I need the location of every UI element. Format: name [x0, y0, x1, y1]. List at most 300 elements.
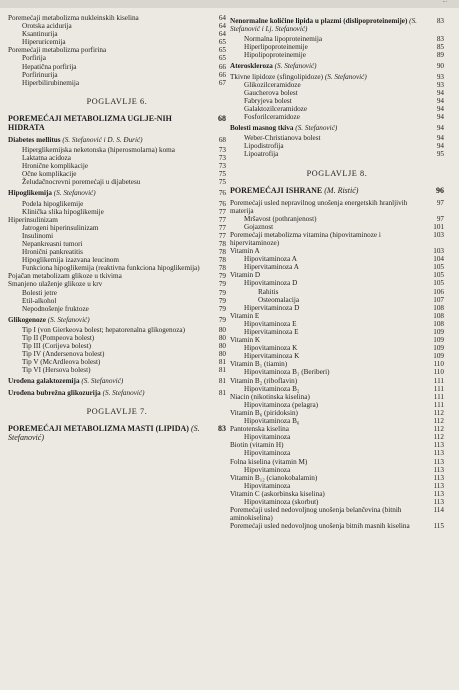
- right-column: [230, 14, 444, 530]
- toc-entry: [230, 73, 444, 81]
- entry-title: Hiperuricemija: [22, 38, 66, 47]
- toc-entry: [230, 97, 444, 105]
- author-name: (S. Stefanović): [8, 423, 200, 442]
- entry-title: Orotska acidurija: [22, 22, 72, 31]
- toc-entry: [230, 279, 444, 287]
- toc-entry: [230, 89, 444, 97]
- page-ref: 79: [218, 315, 226, 324]
- toc-entry: [8, 136, 226, 144]
- page-ref: 94: [436, 113, 444, 122]
- entry-title: Ksantinurija: [22, 30, 58, 39]
- entry-title: Galaktozilceramidoze: [244, 104, 308, 113]
- entry-title: Biotin (vitamin H): [230, 441, 284, 450]
- page-ref: 103: [433, 230, 444, 239]
- page-ref: 113: [433, 497, 444, 506]
- page-ref: 111: [433, 384, 444, 393]
- entry-title: Hipovitaminoza: [244, 465, 291, 474]
- page-ref: 78: [218, 256, 226, 265]
- page-ref: 66: [218, 62, 226, 71]
- author-name: (S. Stefanović): [45, 315, 90, 324]
- entry-title: Hronični pankreatitis: [22, 248, 83, 257]
- entry-title: Normalna lipoproteinemija: [244, 35, 323, 44]
- entry-title: Pantotenska kiselina: [230, 425, 289, 434]
- page-ref: 85: [436, 43, 444, 52]
- page-ref: 101: [433, 222, 444, 231]
- page-ref: 89: [436, 51, 444, 60]
- toc-entry: [8, 316, 226, 324]
- page-ref: 81: [218, 388, 226, 397]
- page-ref: 65: [218, 46, 226, 55]
- toc-entry: [230, 288, 444, 296]
- entry-title: Bolesti masnog tkiva: [230, 124, 294, 133]
- entry-title: Hipovitaminoza E: [244, 319, 297, 328]
- entry-title: Bolesti jetre: [22, 288, 57, 297]
- page-ref: 110: [433, 368, 444, 377]
- page-ref: 79: [218, 288, 226, 297]
- toc-entry: [230, 231, 444, 247]
- toc-entry: [230, 377, 444, 385]
- page-ref: 83: [218, 423, 226, 433]
- entry-title: Hipovitaminoza D: [244, 279, 298, 288]
- entry-title: Folna kiselina (vitamin M): [230, 457, 308, 466]
- page-ref: 94: [436, 134, 444, 143]
- entry-title: Diabetes mellitus: [8, 135, 61, 144]
- toc-entry: [8, 280, 226, 288]
- toc-entry: [230, 199, 444, 215]
- entry-title: Rahitis: [258, 287, 279, 296]
- page-ref: 111: [433, 376, 444, 385]
- toc-entry: [230, 142, 444, 150]
- toc-entry: [230, 466, 444, 474]
- toc-entry: [8, 224, 226, 232]
- entry-title: Hipovitaminoza (pelagra): [244, 400, 319, 409]
- toc-entry: [230, 393, 444, 401]
- page-ref: 76: [218, 189, 226, 198]
- entry-title: Jatrogeni hiperinsulinizam: [22, 223, 99, 232]
- toc-entry: [230, 490, 444, 498]
- toc-entry: [230, 498, 444, 506]
- page-ref: 68: [218, 135, 226, 144]
- entry-title: Poremećaji usled nepravilnog unošenja energetskih hranljivih materija: [230, 198, 408, 215]
- page-ref: 73: [218, 145, 226, 154]
- entry-title: Urođena bubrežna glikozurija: [8, 388, 101, 397]
- toc-entry: [8, 232, 226, 240]
- page-ref: 96: [436, 185, 444, 195]
- entry-title: Vitamin C (askorbinska kiselina): [230, 489, 325, 498]
- chapter-heading: POGLAVLJE 8.: [306, 168, 368, 178]
- toc-entry: [230, 150, 444, 158]
- page-ref: 112: [433, 417, 444, 426]
- page-ref: 111: [433, 400, 444, 409]
- page-ref: 75: [218, 170, 226, 179]
- page-ref: 115: [433, 522, 444, 531]
- toc-entry: [8, 350, 226, 358]
- toc-entry: [230, 409, 444, 417]
- author-name: (S. Stefanović): [100, 388, 145, 397]
- toc-entry: [8, 178, 226, 186]
- page-ref: 114: [433, 506, 444, 515]
- toc-entry: [230, 328, 444, 336]
- toc-entry: [8, 200, 226, 208]
- entry-title: Insulinomi: [22, 231, 54, 240]
- toc-entry: [8, 146, 226, 154]
- page-ref: 109: [433, 336, 444, 345]
- page-ref: 78: [218, 264, 226, 273]
- toc-entry: [230, 304, 444, 312]
- page-ref: 73: [218, 154, 226, 163]
- entry-title: Tip IV (Andersenova bolest): [22, 350, 105, 359]
- entry-title: Vitamin K: [230, 336, 261, 345]
- entry-title: Smanjeno ulaženje glikoze u krv: [8, 280, 103, 289]
- toc-entry: [8, 377, 226, 385]
- entry-title: Lipoatrofija: [244, 150, 279, 159]
- toc-entry: [230, 425, 444, 433]
- chapter-heading: POGLAVLJE 6.: [86, 96, 148, 106]
- page-ref: 106: [433, 287, 444, 296]
- page-ref: 75: [218, 178, 226, 187]
- entry-title: Hipovitaminoza B₆: [244, 417, 300, 426]
- toc-entry: [8, 14, 226, 22]
- page-ref: 64: [218, 22, 226, 31]
- author-name: (S. Stefanović i Lj. Stefanović): [230, 17, 417, 34]
- author-name: (S. Stefanović): [293, 124, 338, 133]
- toc-entry: [230, 312, 444, 320]
- page-number: ...: [442, 0, 447, 4]
- entry-title: Tkivne lipidoze (sfingolipidoze): [230, 72, 324, 81]
- page-ref: 83: [436, 17, 444, 25]
- entry-title: Želudačnocrevni poremećaji u dijabetesu: [22, 178, 141, 187]
- entry-title: Hipervitaminoza K: [244, 352, 300, 361]
- author-name: (S. Stefanović): [79, 377, 124, 386]
- page-ref: 108: [433, 311, 444, 320]
- page-ref: 103: [433, 247, 444, 256]
- toc-entry: [230, 105, 444, 113]
- entry-title: Niacin (nikotinska kiselina): [230, 392, 310, 401]
- entry-title: Podela hipoglikemije: [22, 199, 84, 208]
- toc-entry: [230, 441, 444, 449]
- toc-entry: [230, 352, 444, 360]
- toc-entry: [8, 189, 226, 197]
- entry-title: Vitamin E: [230, 311, 260, 320]
- entry-title: Klinička slika hipoglikemije: [22, 207, 104, 216]
- entry-title: Osteomalacija: [258, 295, 300, 304]
- author-name: (S. Stefanović i D. S. Đurić): [60, 135, 143, 144]
- toc-entry: [8, 248, 226, 256]
- toc-entry: [230, 506, 444, 522]
- entry-title: Hiperglikemijska neketonska (hiperosmolarna) koma: [22, 145, 175, 154]
- toc-entry: [230, 134, 444, 142]
- page-ref: 94: [436, 104, 444, 113]
- toc-entry: [8, 334, 226, 342]
- page-ref: 80: [218, 342, 226, 351]
- entry-title: Hiperlipoproteinemije: [244, 43, 308, 52]
- toc-entry: [230, 186, 444, 195]
- page-ref: 65: [218, 54, 226, 63]
- page-ref: 105: [433, 279, 444, 288]
- page-ref: 113: [433, 441, 444, 450]
- entry-title: Hipervitaminoza D: [244, 303, 300, 312]
- section-title: POREMEĆAJI METABOLIZMA MASTI (LIPIDA): [8, 423, 189, 433]
- page-ref: 110: [433, 360, 444, 369]
- toc-entry: [8, 389, 226, 397]
- entry-title: Hipovitaminoza B₂: [244, 384, 300, 393]
- entry-title: Laktatna acidoza: [22, 154, 71, 163]
- entry-title: Hiperbilirubinemija: [22, 78, 80, 87]
- toc-entry: [230, 223, 444, 231]
- entry-title: Vitamin B₁ (tiamin): [230, 360, 288, 369]
- page-ref: 111: [433, 392, 444, 401]
- page-ref: 77: [218, 207, 226, 216]
- toc-entry: [8, 38, 226, 46]
- toc-entry: [8, 114, 226, 132]
- toc-entry: [8, 305, 226, 313]
- author-name: (M. Ristić): [322, 185, 359, 195]
- page-ref: 80: [218, 334, 226, 342]
- entry-title: Vitamin A: [230, 247, 260, 256]
- toc-entry: [230, 482, 444, 490]
- page-ref: 113: [433, 465, 444, 474]
- entry-title: Tip VI (Hersova bolest): [22, 366, 91, 375]
- toc-entry: [8, 154, 226, 162]
- toc-entry: [230, 124, 444, 132]
- toc-entry: [8, 272, 226, 280]
- page-ref: 94: [436, 96, 444, 105]
- toc-entry: [8, 326, 226, 334]
- page-ref: 109: [433, 352, 444, 361]
- entry-title: Poremećaji usled nedovoljnog unošenja belančevina (bitnih aminokiselina): [230, 506, 402, 523]
- entry-title: Hipervitaminoza E: [244, 328, 299, 336]
- toc-entry: [230, 368, 444, 376]
- page-ref: 67: [218, 78, 226, 87]
- entry-title: Hipovitaminoza: [244, 449, 291, 458]
- page-ref: 81: [218, 358, 226, 367]
- page-ref: 108: [433, 303, 444, 312]
- page-ref: 78: [218, 248, 226, 257]
- entry-title: Vitamin D: [230, 271, 261, 280]
- page-ref: 109: [433, 328, 444, 336]
- page-ref: 108: [433, 319, 444, 328]
- left-column: [8, 14, 226, 446]
- author-name: (S. Stefanović): [272, 62, 317, 71]
- page-ref: 104: [433, 255, 444, 264]
- page-ref: 113: [433, 457, 444, 466]
- toc-entry: [230, 336, 444, 344]
- toc-entry: [230, 62, 444, 70]
- page-ref: 113: [433, 489, 444, 498]
- toc-entry: [230, 35, 444, 43]
- entry-title: Vitamin B₆ (piridoksin): [230, 408, 298, 417]
- entry-title: Gaucherova bolest: [244, 88, 298, 97]
- toc-entry: [230, 263, 444, 271]
- entry-title: Nepankreasni tumori: [22, 239, 83, 248]
- toc-entry: [8, 79, 226, 87]
- entry-title: Funkciona hipoglikemija (reaktivna funkciona hipoglikemija): [22, 264, 200, 273]
- page-ref: 81: [218, 377, 226, 386]
- entry-title: Lipodistrofija: [244, 142, 284, 151]
- page-ref: 97: [436, 214, 444, 223]
- toc-entry: [230, 449, 444, 457]
- entry-title: Glikozilceramidoze: [244, 80, 301, 89]
- entry-title: Weber-Christianova bolest: [244, 134, 321, 143]
- toc-entry: [230, 113, 444, 121]
- entry-title: Tip II (Pompeova bolest): [22, 334, 95, 342]
- entry-title: Glikogenoze: [8, 315, 46, 324]
- entry-title: Nenormalne količine lipida u plazmi (dislipoproteinemije): [230, 17, 408, 25]
- entry-title: Hiperinsulinizam: [8, 215, 58, 224]
- entry-title: Hipovitaminoza: [244, 433, 291, 442]
- page-ref: 78: [218, 239, 226, 248]
- toc-entry: [8, 63, 226, 71]
- page-ref: 73: [218, 162, 226, 171]
- entry-title: Poremećaji metabolizma porfirina: [8, 46, 107, 55]
- page-ref: 94: [436, 88, 444, 97]
- page-ref: 66: [218, 70, 226, 79]
- toc-entry: [8, 297, 226, 305]
- toc-entry: [8, 256, 226, 264]
- entry-title: Fosforilceramidoze: [244, 113, 300, 122]
- entry-title: Nepodnošenje fruktoze: [22, 304, 89, 313]
- toc-entry: [8, 240, 226, 248]
- entry-title: Očne komplikacije: [22, 170, 77, 179]
- toc-entry: [230, 51, 444, 59]
- entry-title: Hipoglikemija izazvana leucinom: [22, 256, 119, 265]
- toc-entry: [230, 255, 444, 263]
- toc-entry: [8, 22, 226, 30]
- toc-entry: [230, 215, 444, 223]
- toc-entry: [230, 17, 444, 33]
- entry-title: Hipovitaminoza K: [244, 344, 298, 353]
- toc-entry: [8, 46, 226, 54]
- page-ref: 112: [433, 408, 444, 417]
- entry-title: Poremećaji metabolizma nukleinskih kiselina: [8, 14, 139, 22]
- toc-entry: [230, 385, 444, 393]
- toc-entry: [230, 474, 444, 482]
- page-ref: 95: [436, 150, 444, 159]
- toc-entry: [230, 401, 444, 409]
- chapter-heading: POGLAVLJE 7.: [86, 406, 148, 416]
- page-ref: 83: [436, 35, 444, 44]
- entry-title: Hipervitaminoza A: [244, 263, 299, 272]
- page-ref: 80: [218, 350, 226, 359]
- toc-entry: [8, 216, 226, 224]
- entry-title: Fabryjeva bolest: [244, 96, 292, 105]
- page-ref: 79: [218, 272, 226, 281]
- toc-entry: [8, 54, 226, 62]
- page-ref: 94: [436, 124, 444, 133]
- page-ref: 113: [433, 481, 444, 490]
- entry-title: Pojačan metabolizam glikoze u tkivima: [8, 272, 122, 281]
- toc-entry: [8, 424, 226, 442]
- page-ref: 93: [436, 72, 444, 81]
- toc-entry: [230, 296, 444, 304]
- entry-title: Gojaznost: [244, 222, 274, 231]
- page-ref: 109: [433, 344, 444, 353]
- entry-title: Tip I (von Gierkeova bolest; hepatorenalna glikogenoza): [22, 325, 186, 334]
- toc-entry: [8, 162, 226, 170]
- toc-entry: [8, 30, 226, 38]
- page-ref: 65: [218, 38, 226, 47]
- toc-entry: [8, 208, 226, 216]
- entry-title: Poremećaji metabolizma vitamina (hipovitaminoze i hipervitaminoze): [230, 230, 381, 247]
- author-name: (S. Stefanović): [323, 72, 367, 81]
- toc-entry: [230, 320, 444, 328]
- entry-title: Urođena galaktozemija: [8, 377, 80, 386]
- page-ref: 81: [218, 366, 226, 375]
- top-edge: [0, 0, 459, 8]
- toc-entry: [230, 458, 444, 466]
- entry-title: Tip III (Corijeva bolest): [22, 342, 92, 351]
- page-ref: 105: [433, 271, 444, 280]
- author-name: (S. Stefanović): [51, 189, 96, 198]
- entry-title: Hronične komplikacije: [22, 162, 89, 171]
- entry-title: Hipolipoproteinemije: [244, 51, 306, 60]
- page-ref: 105: [433, 263, 444, 272]
- entry-title: Porfirinurija: [22, 70, 58, 79]
- entry-title: Hipovitaminoza A: [244, 255, 297, 264]
- page-ref: 107: [433, 295, 444, 304]
- page-ref: 80: [218, 325, 226, 334]
- entry-title: Etil-alkohol: [22, 296, 57, 305]
- toc-entry: [230, 271, 444, 279]
- entry-title: Poremećaji usled nedovoljnog unošenja bitnih masnih kiselina: [230, 522, 410, 531]
- toc-entry: [230, 417, 444, 425]
- toc-entry: [230, 81, 444, 89]
- page-ref: 113: [433, 449, 444, 458]
- toc-entry: [230, 247, 444, 255]
- entry-title: Vitamin B₂ (riboflavin): [230, 376, 298, 385]
- page-ref: 64: [218, 14, 226, 22]
- entry-title: Tip V (McArdleova bolest): [22, 358, 101, 367]
- page-ref: 68: [218, 113, 226, 123]
- page-ref: 77: [218, 223, 226, 232]
- page-ref: 93: [436, 80, 444, 89]
- entry-title: Vitamin B₁₂ (cianokobalamin): [230, 473, 318, 482]
- toc-entry: [230, 360, 444, 368]
- toc-entry: [230, 43, 444, 51]
- section-title: POREMEĆAJI ISHRANE: [230, 185, 323, 195]
- page-ref: 64: [218, 30, 226, 39]
- entry-title: Porfirija: [22, 54, 46, 63]
- toc-entry: [8, 71, 226, 79]
- page-ref: 77: [218, 215, 226, 224]
- toc-entry: [8, 264, 226, 272]
- entry-title: Ateroskleroza: [230, 62, 273, 71]
- page-ref: 112: [433, 433, 444, 442]
- page-ref: 79: [218, 296, 226, 305]
- page-ref: 90: [436, 62, 444, 71]
- toc-entry: [230, 344, 444, 352]
- toc-entry: [230, 522, 444, 530]
- toc-entry: [8, 366, 226, 374]
- toc-entry: [8, 342, 226, 350]
- entry-title: Hipoglikemija: [8, 189, 52, 198]
- entry-title: Hipovitaminoza (skorbut): [244, 497, 319, 506]
- page-ref: 79: [218, 304, 226, 313]
- section-title: POREMEĆAJI METABOLIZMA UGLJE-NIH HIDRATA: [8, 113, 172, 132]
- page-ref: 77: [218, 231, 226, 240]
- page-ref: 113: [433, 473, 444, 482]
- toc-entry: [8, 289, 226, 297]
- page-ref: 76: [218, 199, 226, 208]
- page-ref: 97: [436, 198, 444, 207]
- entry-title: Hipovitaminoza B₁ (Beriberi): [244, 368, 330, 377]
- toc-entry: [230, 433, 444, 441]
- toc-entry: [8, 358, 226, 366]
- page-ref: 112: [433, 425, 444, 434]
- page-ref: 79: [218, 280, 226, 289]
- entry-title: Hepatična porfirija: [22, 62, 77, 71]
- entry-title: Hipovitaminoza: [244, 481, 291, 490]
